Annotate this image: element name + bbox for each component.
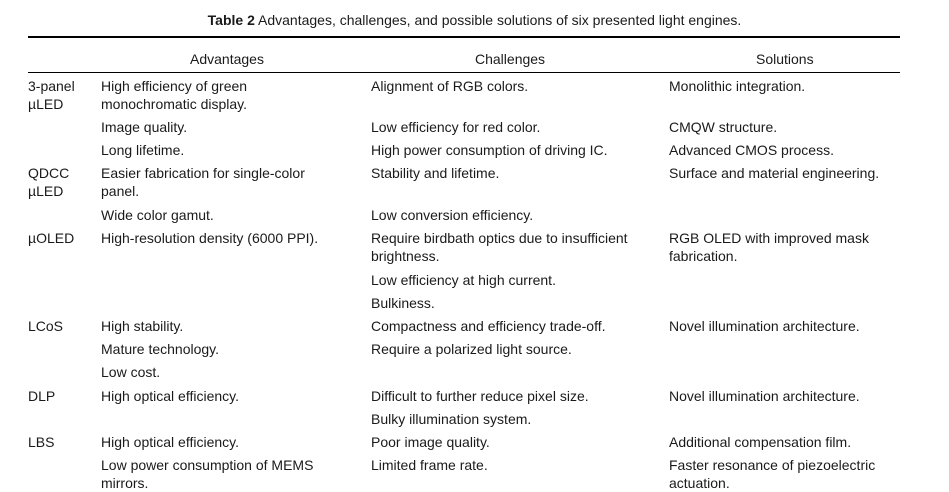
row-label: LBS (28, 434, 55, 450)
table-caption-label: Table 2 (207, 12, 255, 28)
challenge-cell: Stability and lifetime. (371, 165, 500, 181)
column-header: Advantages (190, 51, 264, 67)
advantage-cell: Mature technology. (101, 341, 220, 357)
table-top-rule (28, 36, 900, 38)
advantage-cell: High stability. (101, 318, 184, 334)
solution-cell: Additional compensation film. (669, 434, 852, 450)
challenge-cell: High power consumption of driving IC. (371, 142, 608, 158)
row-label: QDCC µLED (28, 165, 70, 199)
challenge-cell: Limited frame rate. (371, 457, 488, 473)
challenge-cell: Bulkiness. (371, 295, 435, 311)
solution-cell: Faster resonance of piezoelectric actuation. (669, 457, 876, 491)
challenge-cell: Require birdbath optics due to insufficient brightness. (371, 230, 628, 264)
challenge-cell: Poor image quality. (371, 434, 490, 450)
table-caption (0, 12, 949, 29)
advantage-cell: Wide color gamut. (101, 207, 214, 223)
challenge-cell: Low conversion efficiency. (371, 207, 534, 223)
row-label: LCoS (28, 318, 64, 334)
challenge-cell: Low efficiency for red color. (371, 119, 541, 135)
solution-cell: CMQW structure. (669, 119, 778, 135)
challenge-cell: Compactness and efficiency trade-off. (371, 318, 606, 334)
column-header: Challenges (475, 51, 546, 67)
solution-cell: Novel illumination architecture. (669, 318, 860, 334)
solution-cell: RGB OLED with improved mask fabrication. (669, 230, 869, 264)
solution-cell: Advanced CMOS process. (669, 142, 834, 158)
table-header-rule (28, 72, 900, 73)
advantage-cell: Easier fabrication for single-color panel. (101, 165, 305, 199)
challenge-cell: Difficult to further reduce pixel size. (371, 388, 589, 404)
advantage-cell: Low power consumption of MEMS mirrors. (101, 457, 314, 491)
advantage-cell: Image quality. (101, 119, 188, 135)
advantage-cell: Long lifetime. (101, 142, 185, 158)
challenge-cell: Require a polarized light source. (371, 341, 572, 357)
advantage-cell: High-resolution density (6000 PPI). (101, 230, 319, 246)
challenge-cell: Alignment of RGB colors. (371, 78, 529, 94)
row-label: µOLED (28, 230, 75, 246)
advantage-cell: High optical efficiency. (101, 434, 239, 450)
row-label: 3-panel µLED (28, 78, 75, 112)
advantage-cell: High optical efficiency. (101, 388, 239, 404)
solution-cell: Surface and material engineering. (669, 165, 880, 181)
solution-cell: Monolithic integration. (669, 78, 806, 94)
column-header: Solutions (756, 51, 814, 67)
advantage-cell: High efficiency of green monochromatic display. (101, 78, 248, 112)
solution-cell: Novel illumination architecture. (669, 388, 860, 404)
advantage-cell: Low cost. (101, 364, 161, 380)
challenge-cell: Bulky illumination system. (371, 411, 532, 427)
table-caption-text: Advantages, challenges, and possible solutions of six presented light engines. (258, 12, 742, 28)
challenge-cell: Low efficiency at high current. (371, 272, 556, 288)
row-label: DLP (28, 388, 56, 404)
